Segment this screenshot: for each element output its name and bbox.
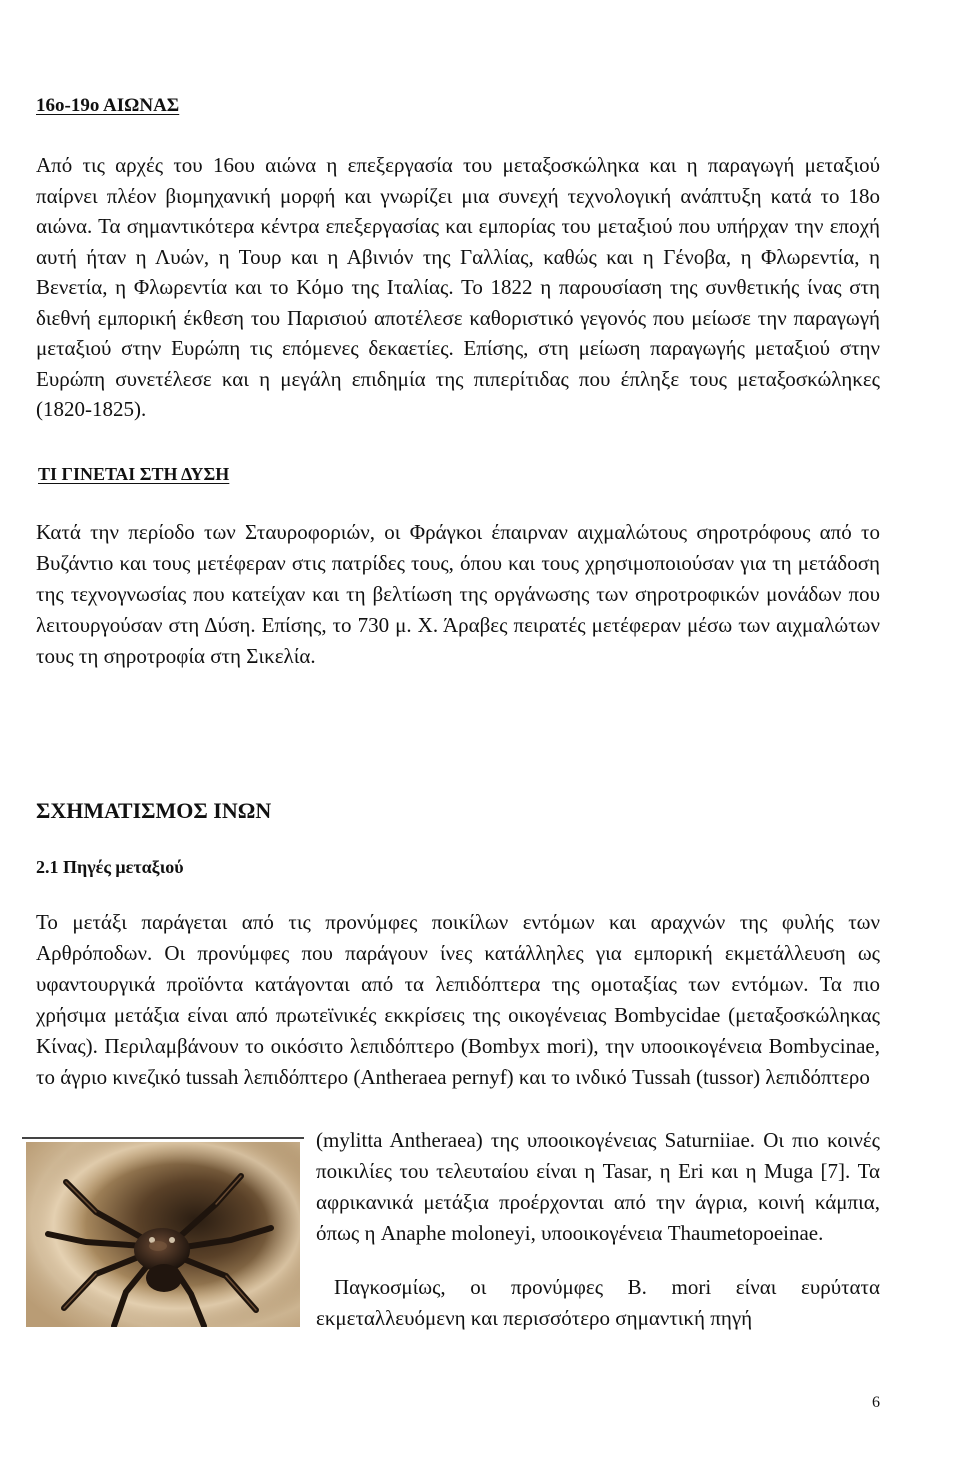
section-heading-fiber-formation: ΣΧΗΜΑΤΙΣΜΟΣ ΙΝΩΝ	[36, 798, 272, 823]
page-number: 6	[872, 1394, 880, 1411]
photo-top-rule	[22, 1137, 304, 1139]
spider-photo	[26, 1142, 300, 1327]
section-heading-west: ΤΙ ΓΙΝΕΤΑΙ ΣΤΗ ΔΥΣΗ	[38, 464, 230, 484]
section-heading-16th-19th-century: 16ο-19ο ΑΙΩΝΑΣ	[36, 95, 180, 116]
paragraph-16th-19th-century: Από τις αρχές του 16ου αιώνα η επεξεργασία του μεταξοσκώληκα και η παραγωγή μεταξιού παίρνει πλέον βιομηχανική μορφή και γνωρίζει μια συνεχή τεχνολογική ανάπτυξη κατά το 18ο αιώνα. Τα σημαντικότερα κέντρα επεξεργασίας και εμπορίας του μεταξιού που υπήρχαν την εποχή αυτή ήταν η Λυών, η Τουρ και η Αβινιόν της Γαλλίας, καθώς και η Γένοβα, η Φλωρεντία, η Βενετία, η Φλωρεντία και το Κόμο της Ιταλίας. Το 1822 η παρουσίαση της συνθετικής ίνας στη διεθνή εμπορική έκθεση του Παρισιού αποτέλεσε καθοριστικό γεγονός που μείωσε την παραγωγή μεταξιού στην Ευρώπη τις επόμενες δεκαετίες. Επίσης, στη μείωση παραγωγής μεταξιού στην Ευρώπη συνετέλεσε και η μεγάλη επιδημία της πιπερίτιδας που έπληξε τους μεταξοσκώληκες (1820-1825).	[36, 153, 880, 421]
paragraph-west: Κατά την περίοδο των Σταυροφοριών, οι Φράγκοι έπαιρναν αιχμαλώτους σηροτρόφους από το Βυζάντιο και τους μετέφεραν στις πατρίδες τους, όπου και τους χρησιμοποιούσαν για τη μετάδοση της τεχνογνωσίας που κατείχαν και τη βελτίωση της οργάνωσης των σηροτροφικών μονάδων που λειτουργούσαν στη Δύση. Επίσης, το 730 μ. Χ. Άραβες πειρατές μετέφεραν μέσω των αιχμαλώτων τους τη σηροτροφία στη Σικελία.	[36, 520, 880, 668]
subheading-silk-sources: 2.1 Πηγές μεταξιού	[36, 857, 184, 877]
paragraph-bombyx-mori: Παγκοσμίως, οι προνύμφες B. mori είναι ευρύτατα εκμεταλλευόμενη και περισσότερο σημαντική πηγή	[316, 1275, 880, 1330]
paragraph-silk-sources: Το μετάξι παράγεται από τις προνύμφες ποικίλων εντόμων και αραχνών της φυλής των Αρθρόποδων. Οι προνύμφες που παράγουν ίνες κατάλληλες για εμπορική εκμετάλλευση ως υφαντουργικά προϊόντα κατάγονται από τα λεπιδόπτερα της ομοταξίας των εντόμων. Τα πιο χρήσιμα μετάξια είναι από πρωτεϊνικές εκκρίσεις της οικογένειας Bombycidae (μεταξοσκώληκας Κίνας). Περιλαμβάνουν το οικόσιτο λεπιδόπτερο (Bombyx mori), την υποοικογένεια Bombycinae, το άγριο κινεζικό tussah λεπιδόπτερο (Antheraea pernyf) και το ινδικό Tussah (tussor) λεπιδόπτερο	[36, 910, 880, 1089]
paragraph-silk-sources-continued: (mylitta Antheraea) της υποοικογένειας Saturniiae. Οι πιο κοινές ποικιλίες του τελευταίου είναι η Tasar, η Eri και η Muga [7]. Τα αφρικανικά μετάξια προέρχονται από την άγρια, κοινή κάμπια, όπως η Anaphe moloneyi, υποοικογένεια Thaumetopoeinae.	[316, 1128, 880, 1245]
